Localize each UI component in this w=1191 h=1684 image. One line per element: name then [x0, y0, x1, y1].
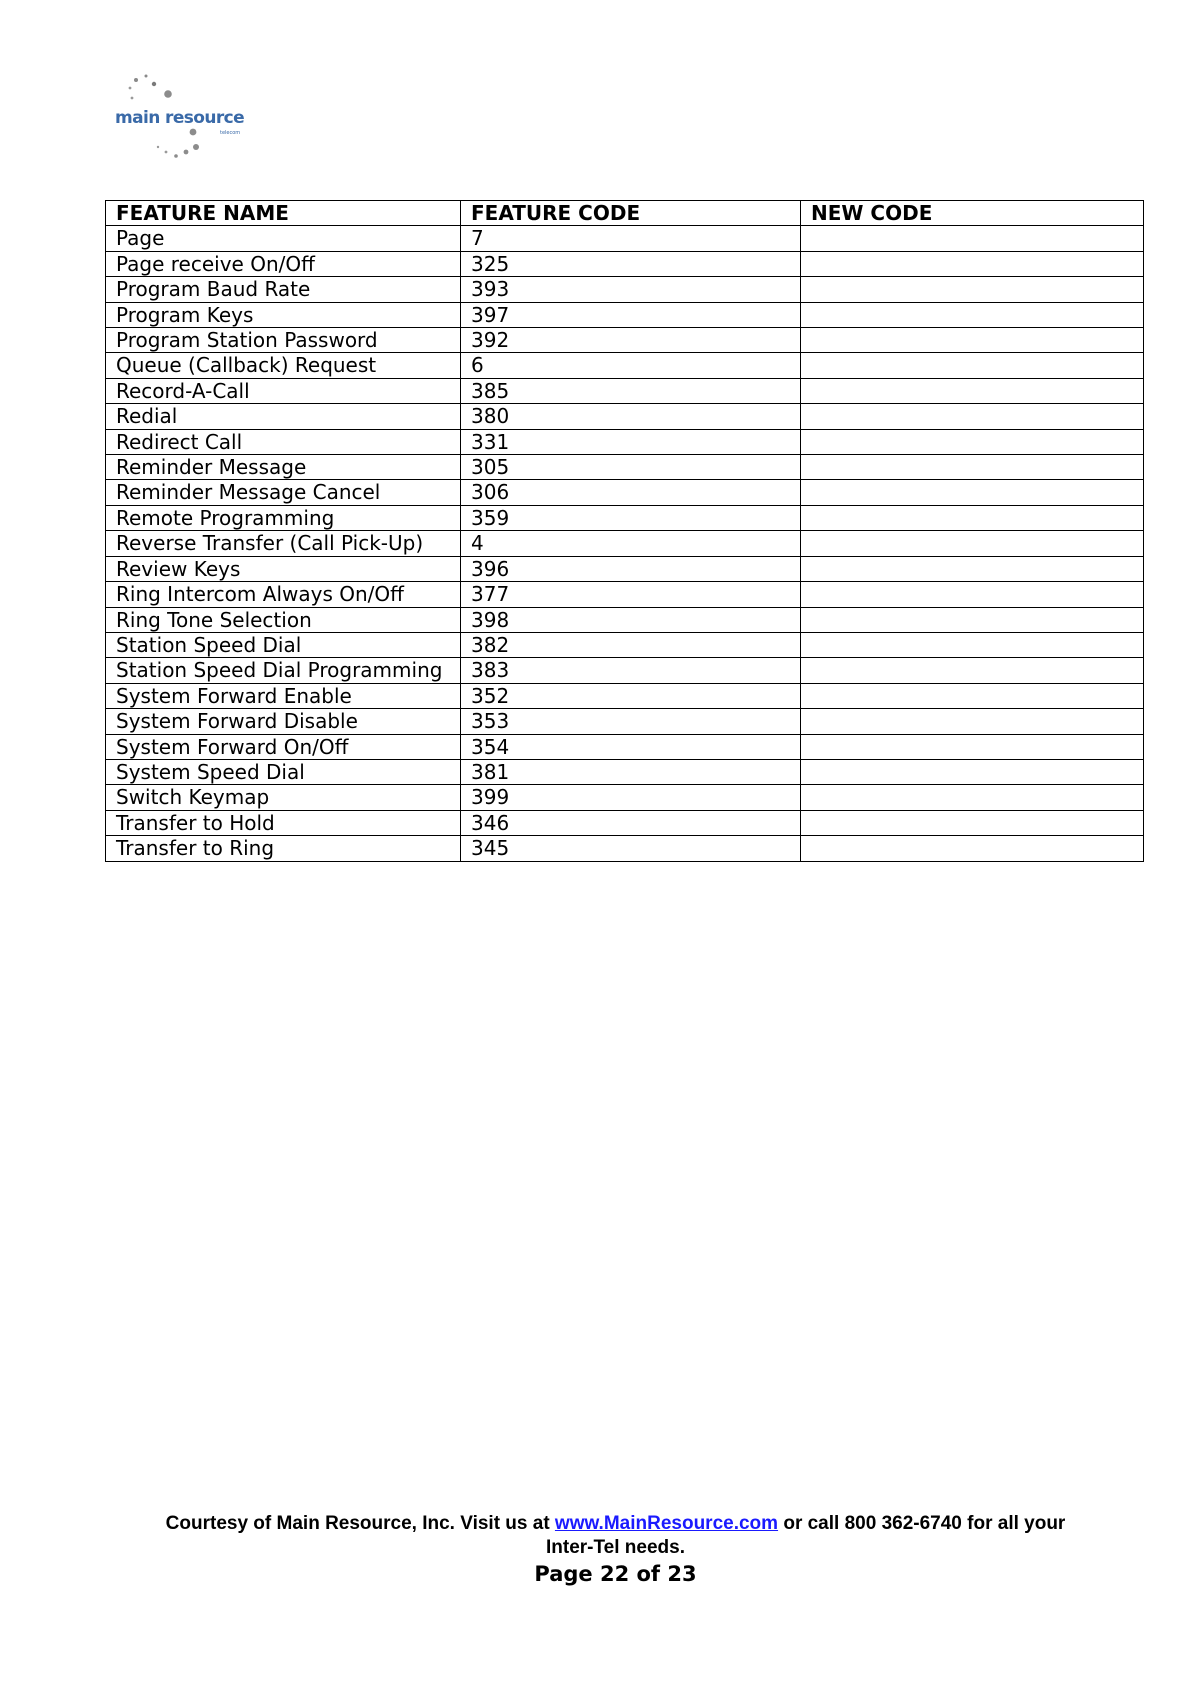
feature-name-cell: Transfer to Hold [106, 810, 461, 835]
new-code-cell [801, 455, 1144, 480]
new-code-cell [801, 328, 1144, 353]
logo-subtext: telecom [220, 130, 241, 136]
new-code-cell [801, 683, 1144, 708]
feature-name-cell: System Forward Enable [106, 683, 461, 708]
table-row [106, 658, 1144, 683]
table-row [106, 251, 1144, 276]
feature-code-cell: 382 [461, 632, 801, 657]
page-number: Page 22 of 23 [534, 1562, 697, 1586]
new-code-cell [801, 531, 1144, 556]
header-feature-name: FEATURE NAME [106, 201, 461, 226]
feature-name-cell: Program Keys [106, 302, 461, 327]
table-row [106, 734, 1144, 759]
footer-text-before-link: Courtesy of Main Resource, Inc. Visit us at [165, 1513, 555, 1534]
feature-name-cell: Record-A-Call [106, 378, 461, 403]
feature-code-cell: 354 [461, 734, 801, 759]
feature-code-cell: 393 [461, 277, 801, 302]
feature-name-cell: Reminder Message Cancel [106, 480, 461, 505]
new-code-cell [801, 404, 1144, 429]
new-code-cell [801, 277, 1144, 302]
new-code-cell [801, 429, 1144, 454]
table-row [106, 683, 1144, 708]
website-link[interactable]: www.MainResource.com [554, 1513, 779, 1534]
feature-name-cell: Switch Keymap [106, 785, 461, 810]
new-code-cell [801, 836, 1144, 861]
feature-name-cell: Remote Programming [106, 505, 461, 530]
table-row [106, 505, 1144, 530]
new-code-cell [801, 582, 1144, 607]
footer-text-after-link: or call 800 362-6740 for all your [778, 1513, 1066, 1534]
feature-code-cell: 377 [461, 582, 801, 607]
new-code-cell [801, 785, 1144, 810]
table-row [106, 785, 1144, 810]
table-row [106, 632, 1144, 657]
feature-code-cell: 399 [461, 785, 801, 810]
new-code-cell [801, 556, 1144, 581]
feature-code-cell: 306 [461, 480, 801, 505]
new-code-cell [801, 302, 1144, 327]
table-row [106, 759, 1144, 784]
feature-code-cell: 331 [461, 429, 801, 454]
feature-name-cell: Ring Tone Selection [106, 607, 461, 632]
new-code-cell [801, 632, 1144, 657]
table-row [106, 429, 1144, 454]
feature-code-cell: 392 [461, 328, 801, 353]
feature-code-cell: 346 [461, 810, 801, 835]
feature-name-cell: Transfer to Ring [106, 836, 461, 861]
new-code-cell [801, 759, 1144, 784]
new-code-cell [801, 505, 1144, 530]
feature-name-cell: Queue (Callback) Request [106, 353, 461, 378]
table-row [106, 836, 1144, 861]
new-code-cell [801, 810, 1144, 835]
new-code-cell [801, 658, 1144, 683]
header-new-code: NEW CODE [801, 201, 1144, 226]
table-row [106, 226, 1144, 251]
feature-name-cell: Program Station Password [106, 328, 461, 353]
feature-code-cell: 305 [461, 455, 801, 480]
feature-name-cell: Redirect Call [106, 429, 461, 454]
table-row [106, 404, 1144, 429]
feature-name-cell: Reminder Message [106, 455, 461, 480]
table-body [106, 226, 1144, 861]
feature-code-cell: 353 [461, 709, 801, 734]
feature-code-cell: 325 [461, 251, 801, 276]
logo-wordmark: main resource [115, 108, 245, 128]
feature-name-cell: Redial [106, 404, 461, 429]
feature-code-cell: 352 [461, 683, 801, 708]
table-row [106, 607, 1144, 632]
feature-code-cell: 6 [461, 353, 801, 378]
table-row [106, 378, 1144, 403]
table-row [106, 328, 1144, 353]
feature-name-cell: Station Speed Dial Programming [106, 658, 461, 683]
new-code-cell [801, 251, 1144, 276]
feature-name-cell: Review Keys [106, 556, 461, 581]
new-code-cell [801, 607, 1144, 632]
table-row [106, 455, 1144, 480]
table-row [106, 582, 1144, 607]
feature-code-cell: 385 [461, 378, 801, 403]
feature-name-cell: System Speed Dial [106, 759, 461, 784]
new-code-cell [801, 353, 1144, 378]
table-row [106, 556, 1144, 581]
feature-code-cell: 4 [461, 531, 801, 556]
footer-courtesy [0, 1512, 1191, 1560]
header-feature-code: FEATURE CODE [461, 201, 801, 226]
feature-code-cell: 383 [461, 658, 801, 683]
new-code-cell [801, 734, 1144, 759]
table-row [106, 531, 1144, 556]
table-row [106, 302, 1144, 327]
table-row [106, 353, 1144, 378]
feature-code-cell: 397 [461, 302, 801, 327]
feature-code-cell: 359 [461, 505, 801, 530]
new-code-cell [801, 226, 1144, 251]
table-row [106, 810, 1144, 835]
new-code-cell [801, 378, 1144, 403]
feature-code-cell: 381 [461, 759, 801, 784]
feature-code-cell: 396 [461, 556, 801, 581]
feature-code-cell: 7 [461, 226, 801, 251]
feature-code-cell: 345 [461, 836, 801, 861]
table-row [106, 709, 1144, 734]
company-logo [108, 72, 248, 172]
feature-name-cell: Page receive On/Off [106, 251, 461, 276]
footer-line-2: Inter-Tel needs. [545, 1537, 685, 1558]
feature-name-cell: System Forward Disable [106, 709, 461, 734]
table-row [106, 480, 1144, 505]
feature-name-cell: Reverse Transfer (Call Pick-Up) [106, 531, 461, 556]
feature-name-cell: Page [106, 226, 461, 251]
new-code-cell [801, 709, 1144, 734]
new-code-cell [801, 480, 1144, 505]
feature-code-cell: 398 [461, 607, 801, 632]
table-row [106, 277, 1144, 302]
feature-name-cell: Station Speed Dial [106, 632, 461, 657]
feature-name-cell: System Forward On/Off [106, 734, 461, 759]
feature-name-cell: Program Baud Rate [106, 277, 461, 302]
feature-code-cell: 380 [461, 404, 801, 429]
feature-name-cell: Ring Intercom Always On/Off [106, 582, 461, 607]
feature-code-table [105, 200, 1144, 862]
table-header-row [106, 201, 1144, 226]
